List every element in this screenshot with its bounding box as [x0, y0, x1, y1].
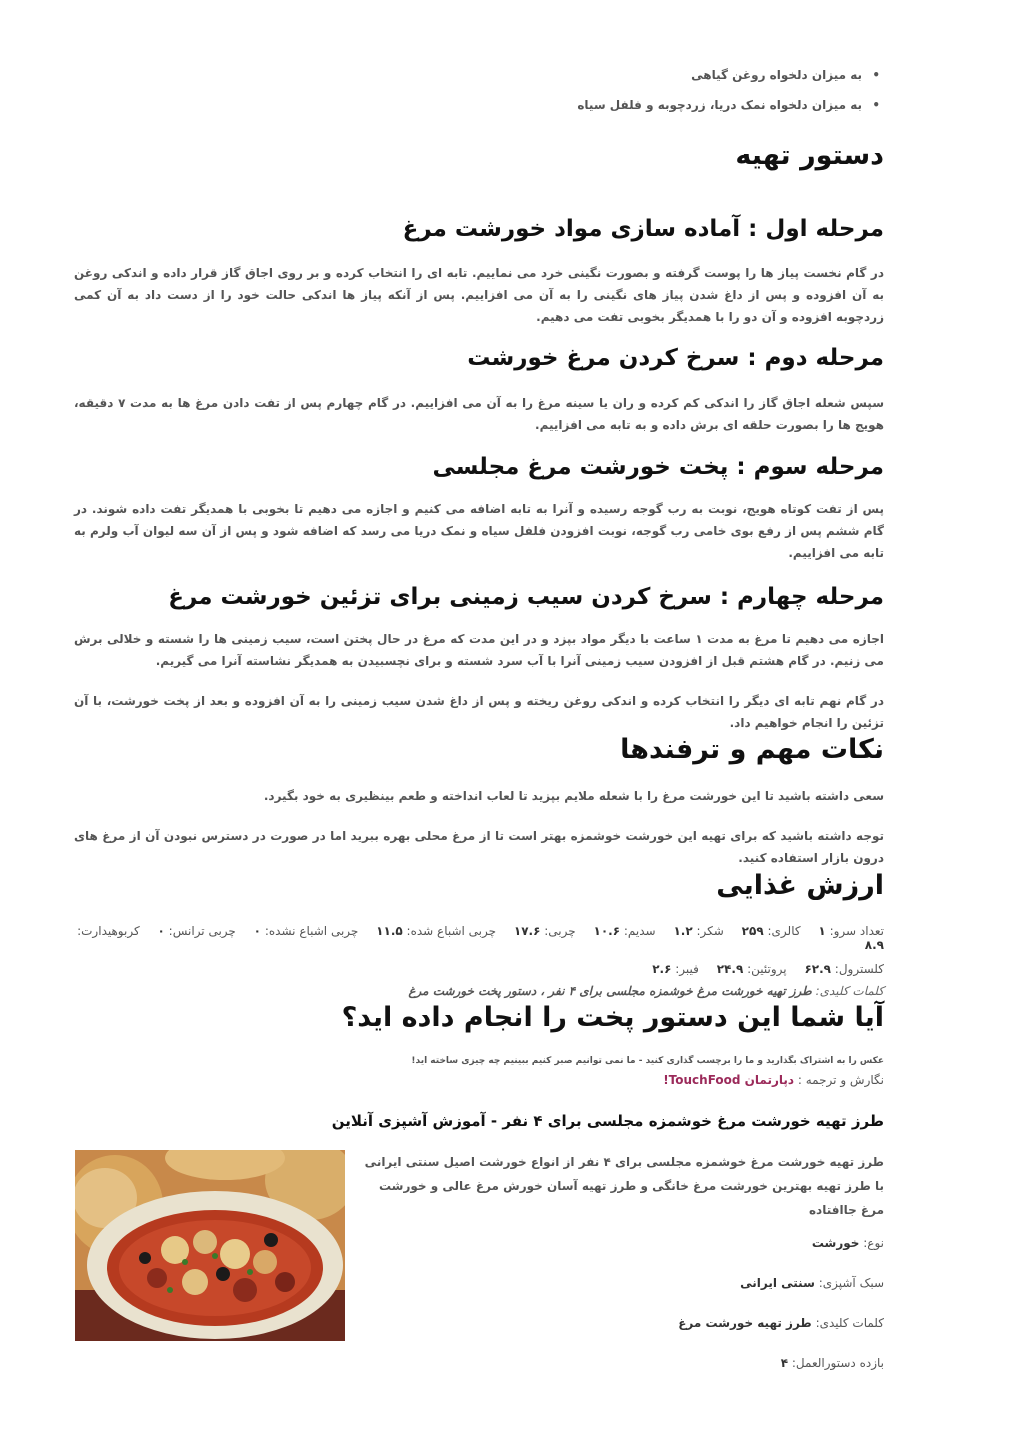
yield-label: بازده دستورالعمل: — [791, 1356, 884, 1370]
step1-text: در گام نخست پیاز ها را پوست گرفته و بصورت نگینی خرد می نماییم. تابه ای را انتخاب کرده و بر روی اجاق گاز قرار داده و اندکی روغن به آن افزوده و پس از داغ شدن پیاز های نگینی را به آن می افزاییم. پس از آنکه پیاز ها اندکی حالت خود را از دست داد به آن کمی زردچوبه افزوده و آن دو را با همدیگر بخوبی تفت می دهیم. — [74, 266, 884, 324]
step2-text: سپس شعله اجاق گاز را اندکی کم کرده و ران یا سینه مرغ را به آن می افزاییم. در گام چهارم پس از تفت دادن مرغ ها به مدت ۷ دقیقه، هویج ها را بصورت حلقه ای برش داده و به تابه می افزاییم. — [74, 396, 884, 432]
recipe-cuisine — [364, 1276, 884, 1290]
sodium-value: ۱۰.۶ — [593, 924, 621, 938]
tip1-text: سعی داشته باشید تا این خورشت مرغ را با شعله ملایم بپزید تا لعاب انداخته و طعم بینظیری به خود بگیرد. — [263, 789, 884, 803]
nutrition-row-2 — [74, 962, 884, 976]
ingredients-list — [74, 62, 884, 122]
keywords-label: کلمات کلیدی: — [815, 984, 884, 998]
recipe-photo — [75, 1150, 345, 1341]
sugar-value: ۱.۲ — [673, 924, 693, 938]
recipe-keywords — [364, 1316, 884, 1330]
step2-heading: مرحله دوم : سرخ کردن مرغ خورشت — [467, 345, 884, 371]
recipe-description: طرز تهیه خورشت مرغ خوشمزه مجلسی برای ۴ نفر از انواع خورشت اصیل سنتی ایرانی با طرز تهیه بهترین خورشت مرغ خانگی و طرز تهیه آسان خورش مرغ عالی و خورشت مرغ جاافتاده — [364, 1155, 884, 1217]
author-label: نگارش و ترجمه : — [797, 1073, 884, 1087]
fiber-label: فیبر: — [675, 962, 699, 976]
cholesterol-label: کلسترول: — [834, 962, 884, 976]
step1-heading: مرحله اول : آماده سازی مواد خورشت مرغ — [402, 216, 884, 242]
nutrition-heading: ارزش غذایی — [716, 870, 884, 901]
sodium-label: سدیم: — [623, 924, 656, 938]
sugar-label: شکر: — [696, 924, 724, 938]
recipe-yield — [364, 1356, 884, 1370]
cholesterol-value: ۶۲.۹ — [804, 962, 831, 976]
ingredient-item: • به میزان دلخواه روغن گیاهی — [74, 62, 884, 92]
calories-value: ۲۵۹ — [741, 924, 764, 938]
card-keywords-value: طرز تهیه خورشت مرغ — [678, 1316, 812, 1330]
type-value: خورشت — [811, 1236, 860, 1250]
card-keywords-label: کلمات کلیدی: — [815, 1316, 884, 1330]
carbs-label: کربوهیدارت: — [77, 924, 140, 938]
type-label: نوع: — [863, 1236, 884, 1250]
author-line — [74, 1073, 884, 1087]
protein-value: ۲۴.۹ — [716, 962, 744, 976]
keywords-line — [74, 984, 884, 998]
satfat-value: ۱۱.۵ — [376, 924, 403, 938]
fat-value: ۱۷.۶ — [513, 924, 541, 938]
satfat-label: چربی اشباع شده: — [406, 924, 497, 938]
step4-text-b: در گام نهم تابه ای دیگر را انتخاب کرده و اندکی روغن ریخته و پس از داغ شدن سیب زمینی را به آن افزوده و بعد از پخت خورشت، با آن تزئین را انجام خواهیم داد. — [74, 694, 884, 730]
cuisine-value: سنتی ایرانی — [740, 1276, 815, 1290]
tip2-text: توجه داشته باشید که برای تهیه این خورشت خوشمزه بهتر است تا از مرغ محلی بهره ببرید اما در صورت در دسترس نبودن آن از مرغ های درون بازار استفاده کنید. — [74, 829, 884, 865]
yield-value: ۴ — [780, 1356, 789, 1370]
unsatfat-value: ۰ — [253, 924, 261, 938]
keywords-value[interactable]: طرز تهیه خورشت مرغ خوشمزه مجلسی برای ۴ نفر ، دستور پخت خورشت مرغ — [408, 984, 812, 998]
tips-heading: نکات مهم و ترفندها — [620, 734, 884, 765]
recipe-type — [364, 1236, 884, 1250]
instructions-heading: دستور تهیه — [735, 140, 884, 171]
servings-value: ۱ — [818, 924, 826, 938]
fiber-value: ۲.۶ — [652, 962, 672, 976]
carbs-value: ۸.۹ — [864, 938, 884, 952]
step3-heading: مرحله سوم : پخت خورشت مرغ مجلسی — [432, 454, 884, 480]
servings-label: تعداد سرو: — [829, 924, 884, 938]
question-heading: آیا شما این دستور پخت را انجام داده اید؟ — [341, 1002, 884, 1033]
author-link[interactable]: دپارتمان TouchFood! — [663, 1073, 795, 1087]
cuisine-label: سبک آشپزی: — [818, 1276, 884, 1290]
calories-label: کالری: — [767, 924, 801, 938]
ingredient-item: • به میزان دلخواه نمک دریا، زردچوبه و فلفل سیاه — [74, 92, 884, 122]
step4-heading: مرحله چهارم : سرخ کردن سیب زمینی برای تزئین خورشت مرغ — [168, 584, 884, 610]
step3-text: پس از تفت کوتاه هویج، نوبت به رب گوجه رسیده و آنرا به تابه اضافه می کنیم و اجازه می دهیم تا بخوبی با همدیگر تفت داده شوند. در گام ششم پس از رفع بوی خامی رب گوجه، نوبت افزودن فلفل سیاه و نمک دریا می رسد که اضافه شود و پس از آن سه لیوان آب ولرم به تابه می افزاییم. — [74, 502, 884, 560]
step4-text-a: اجازه می دهیم تا مرغ به مدت ۱ ساعت با دیگر مواد بپزد و در این مدت که مرغ در حال پختن است، سیب زمینی ها را شسته و خلالی برش می زنیم. در گام هشتم قبل از افزودن سیب زمینی آنرا با آب سرد شسته و برای نچسبیدن به همدیگر نشاسته آنرا می گیریم. — [74, 632, 884, 668]
fat-label: چربی: — [544, 924, 576, 938]
transfat-value: ۰ — [157, 924, 165, 938]
recipe-card-title: طرز تهیه خورشت مرغ خوشمزه مجلسی برای ۴ نفر - آموزش آشپزی آنلاین — [331, 1112, 884, 1130]
nutrition-row-1 — [74, 924, 884, 952]
share-note: عکس را به اشتراک بگذارید و ما را برچسب گذاری کنید - ما نمی توانیم صبر کنیم ببینیم چه چیزی ساخته اید! — [411, 1056, 884, 1066]
protein-label: پروتئین: — [747, 962, 787, 976]
stew-dish-image — [75, 1150, 345, 1341]
unsatfat-label: چربی اشباع نشده: — [264, 924, 359, 938]
transfat-label: چربی ترانس: — [168, 924, 236, 938]
